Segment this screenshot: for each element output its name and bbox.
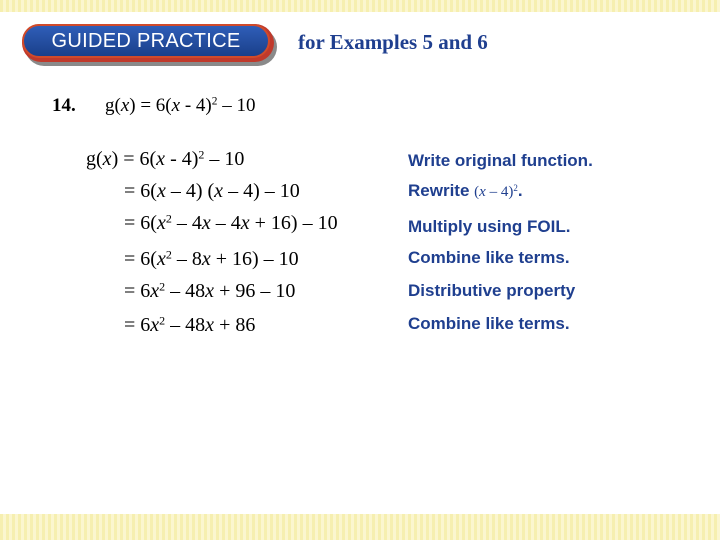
step-note-1: Write original function. bbox=[408, 151, 593, 170]
step-note-3: Multiply using FOIL. bbox=[408, 217, 571, 236]
top-decorative-band bbox=[0, 0, 720, 12]
step-expression-2: = 6(x – 4) (x – 4) – 10 bbox=[124, 180, 300, 202]
step-note-2: Rewrite (x – 4)$^2$. bbox=[408, 181, 523, 200]
step-note-4: Combine like terms. bbox=[408, 248, 570, 267]
bottom-decorative-band bbox=[0, 514, 720, 540]
guided-practice-badge bbox=[22, 24, 270, 58]
step-expression-5: = $6x^2 - 48x + 96 - 10$ bbox=[124, 279, 296, 302]
step-expression-6: = $6x^2 - 48x + 86$ bbox=[124, 313, 256, 336]
step-note-6: Combine like terms. bbox=[408, 314, 570, 333]
step-note-5: Distributive property bbox=[408, 281, 576, 300]
header-subtitle: for Examples 5 and 6 bbox=[298, 30, 488, 54]
guided-practice-label: GUIDED PRACTICE bbox=[51, 29, 241, 52]
problem-number: 14. bbox=[52, 95, 76, 116]
step-expression-3: = $6(x^2 - 4x - 4x + 16) - 10$ bbox=[124, 211, 338, 234]
problem-equation: g(x) = 6(x - 4)$^2$ – 10 bbox=[105, 95, 256, 116]
step-expression-4: = $6(x^2 - 8x + 16) - 10$ bbox=[124, 247, 299, 270]
step-expression-1: g(x) = 6(x - 4)$^2$ – 10 bbox=[86, 147, 245, 170]
